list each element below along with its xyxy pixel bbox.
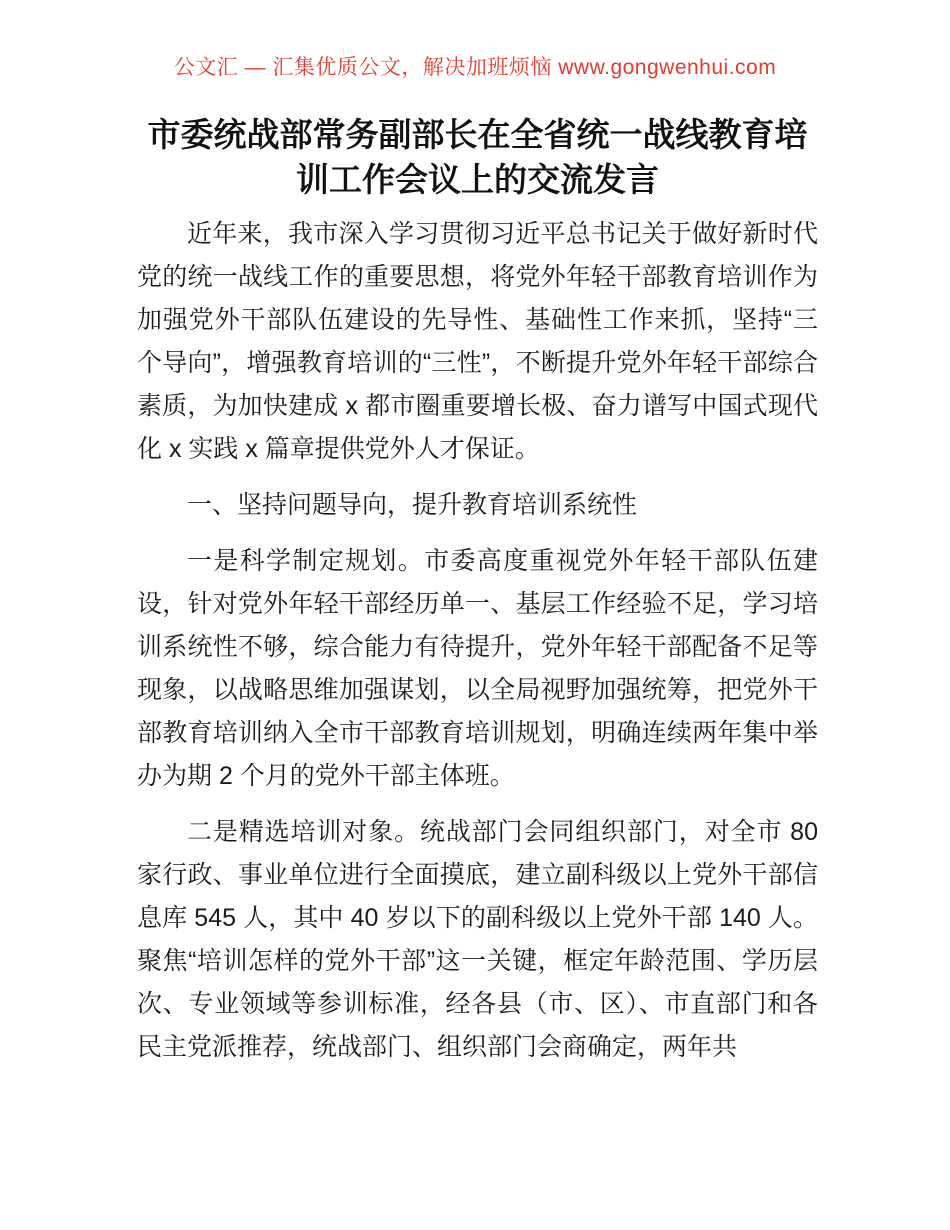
paragraph-intro: 近年来，我市深入学习贯彻习近平总书记关于做好新时代党的统一战线工作的重要思想，将党外年轻干部教育培训作为加强党外干部队伍建设的先导性、基础性工作来抓，坚持“三个导向”，增强教育培训的“三性”，不断提升党外年轻干部综合素质，为加快建成 x 都市圈重要增长极、奋力谱写中国式现代化 x 实践 x 篇章提供党外人才保证。	[137, 220, 818, 463]
document-body	[137, 213, 818, 1069]
document-title: 市委统战部常务副部长在全省统一战线教育培训工作会议上的交流发言	[147, 116, 808, 198]
section-heading: 一、坚持问题导向，提升教育培训系统性	[187, 491, 638, 519]
watermark-site-banner: 公文汇 — 汇集优质公文，解决加班烦恼 www.gongwenhui.com	[173, 56, 777, 79]
paragraph-point-two: 二是精选培训对象。统战部门会同组织部门，对全市 80 家行政、事业单位进行全面摸底，建立副科级以上党外干部信息库 545 人，其中 40 岁以下的副科级以上党外干部 140 人。聚焦“培训怎样的党外干部”这一关键，框定年龄范围、学历层次、专业领域等参训标准，经各县（市、区）、市直部门和各民主党派推荐，统战部门、组织部门会商确定，两年共	[137, 818, 818, 1061]
paragraph-point-one: 一是科学制定规划。市委高度重视党外年轻干部队伍建设，针对党外年轻干部经历单一、基层工作经验不足，学习培训系统性不够，综合能力有待提升，党外年轻干部配备不足等现象，以战略思维加强谋划，以全局视野加强统筹，把党外干部教育培训纳入全市干部教育培训规划，明确连续两年集中举办为期 2 个月的党外干部主体班。	[137, 547, 818, 790]
